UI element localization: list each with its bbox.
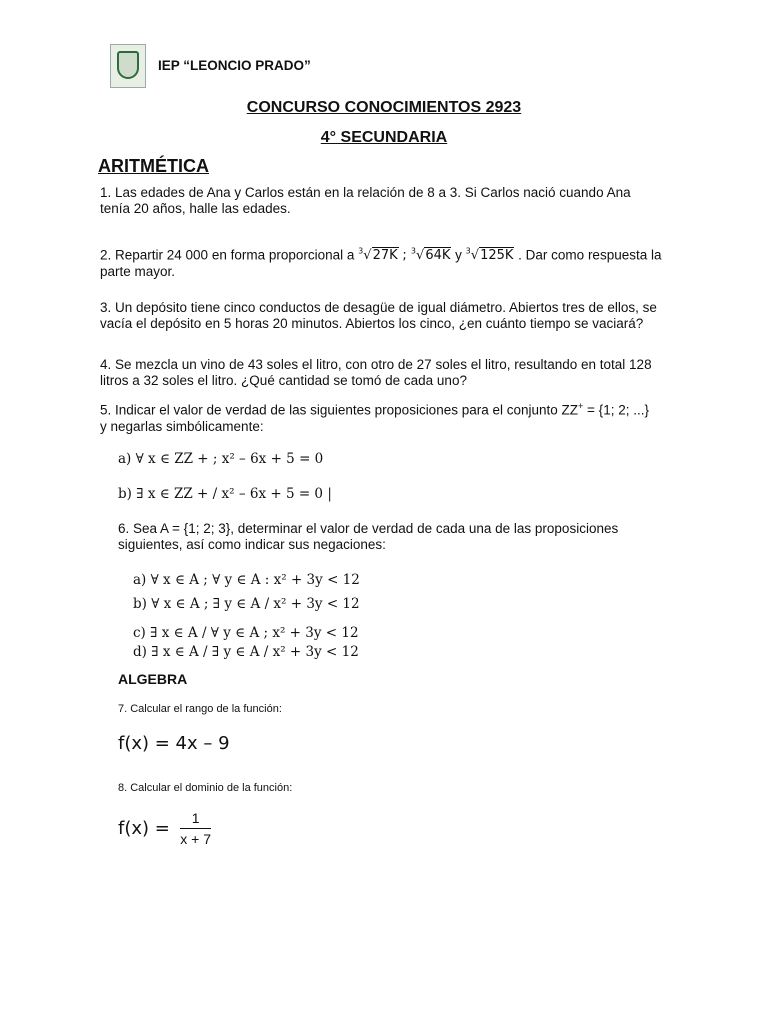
problem-8-text: 8. Calcular el dominio de la función: <box>118 782 293 794</box>
problem-5: 5. Indicar el valor de verdad de las siguientes proposiciones para el conjunto ZZ+ = {1; 2; ...} y negarlas simbólicamente: <box>100 401 649 434</box>
problem-4-text: 4. Se mezcla un vino de 43 soles el litro, con otro de 27 soles el litro, resultando en total 128 litros a 32 soles el litro. ¿Qué cantidad se tomó de cada uno? <box>100 357 652 388</box>
cube-root-3: $^3$√125K <box>465 247 514 264</box>
grade-title: 4° SECUNDARIA <box>320 129 448 146</box>
problem-6-item-c: c) ∃ x ∈ A / ∀ y ∈ A ; x² + 3y < 12 <box>133 625 359 641</box>
problem-1 <box>100 185 660 217</box>
problem-4 <box>100 357 660 389</box>
problem-7-text: 7. Calcular el rango de la función: <box>118 703 282 715</box>
fraction-denominator: x + 7 <box>180 831 212 847</box>
problem-7-formula: f(x) = 4x – 9 <box>118 733 230 754</box>
word-y: y <box>455 247 462 263</box>
problem-3 <box>100 300 660 332</box>
cube-root-1: $^3$√27K <box>358 247 398 264</box>
problem-5-text-b: = {1; 2; ...} <box>583 402 649 418</box>
problem-2-text-end: . Dar como respuesta la parte mayor. <box>100 247 662 280</box>
problem-5-item-b: b) ∃ x ∈ ZZ + / x² – 6x + 5 = 0 | <box>118 486 332 502</box>
cube-root-2: ; $^3$√64K <box>402 247 451 264</box>
problem-2-text-start: 2. Repartir 24 000 en forma proporcional a <box>100 247 355 263</box>
problem-5-text-c: y negarlas simbólicamente: <box>100 418 264 434</box>
problem-6-item-b: b) ∀ x ∈ A ; ∃ y ∈ A / x² + 3y < 12 <box>133 596 360 612</box>
school-logo <box>110 44 146 88</box>
problem-3-text: 3. Un depósito tiene cinco conductos de desagüe de igual diámetro. Abiertos tres de ellos, se vacía el depósito en 5 horas 20 minutos. Abiertos los cinco, ¿en cuánto tiempo se vaciará? <box>100 300 657 331</box>
problem-6 <box>118 521 658 553</box>
section-heading-algebra: ALGEBRA <box>118 671 188 687</box>
document-title: CONCURSO CONOCIMIENTOS 2923 <box>246 99 522 116</box>
problem-5-item-a: a) ∀ x ∈ ZZ + ; x² – 6x + 5 = 0 <box>118 451 324 467</box>
problem-2 <box>100 244 665 280</box>
problem-5-text-a: 5. Indicar el valor de verdad de las siguientes proposiciones para el conjunto ZZ <box>100 402 579 418</box>
problem-6-text: 6. Sea A = {1; 2; 3}, determinar el valor de verdad de cada una de las proposiciones siguientes, así como indicar sus negaciones: <box>118 521 619 552</box>
fraction-numerator: 1 <box>180 810 211 829</box>
problem-8-formula <box>118 810 211 847</box>
section-heading-aritmetica: ARITMÉTICA <box>98 156 209 176</box>
school-name: IEP “LEONCIO PRADO” <box>158 58 311 73</box>
shield-icon <box>117 51 139 79</box>
problem-1-text: 1. Las edades de Ana y Carlos están en la relación de 8 a 3. Si Carlos nació cuando Ana tenía 20 años, halle las edades. <box>100 185 631 216</box>
problem-6-item-a: a) ∀ x ∈ A ; ∀ y ∈ A : x² + 3y < 12 <box>133 572 360 588</box>
fraction <box>180 810 211 847</box>
formula-lhs: f(x) = <box>118 818 170 839</box>
problem-6-item-d: d) ∃ x ∈ A / ∃ y ∈ A / x² + 3y < 12 <box>133 644 359 660</box>
